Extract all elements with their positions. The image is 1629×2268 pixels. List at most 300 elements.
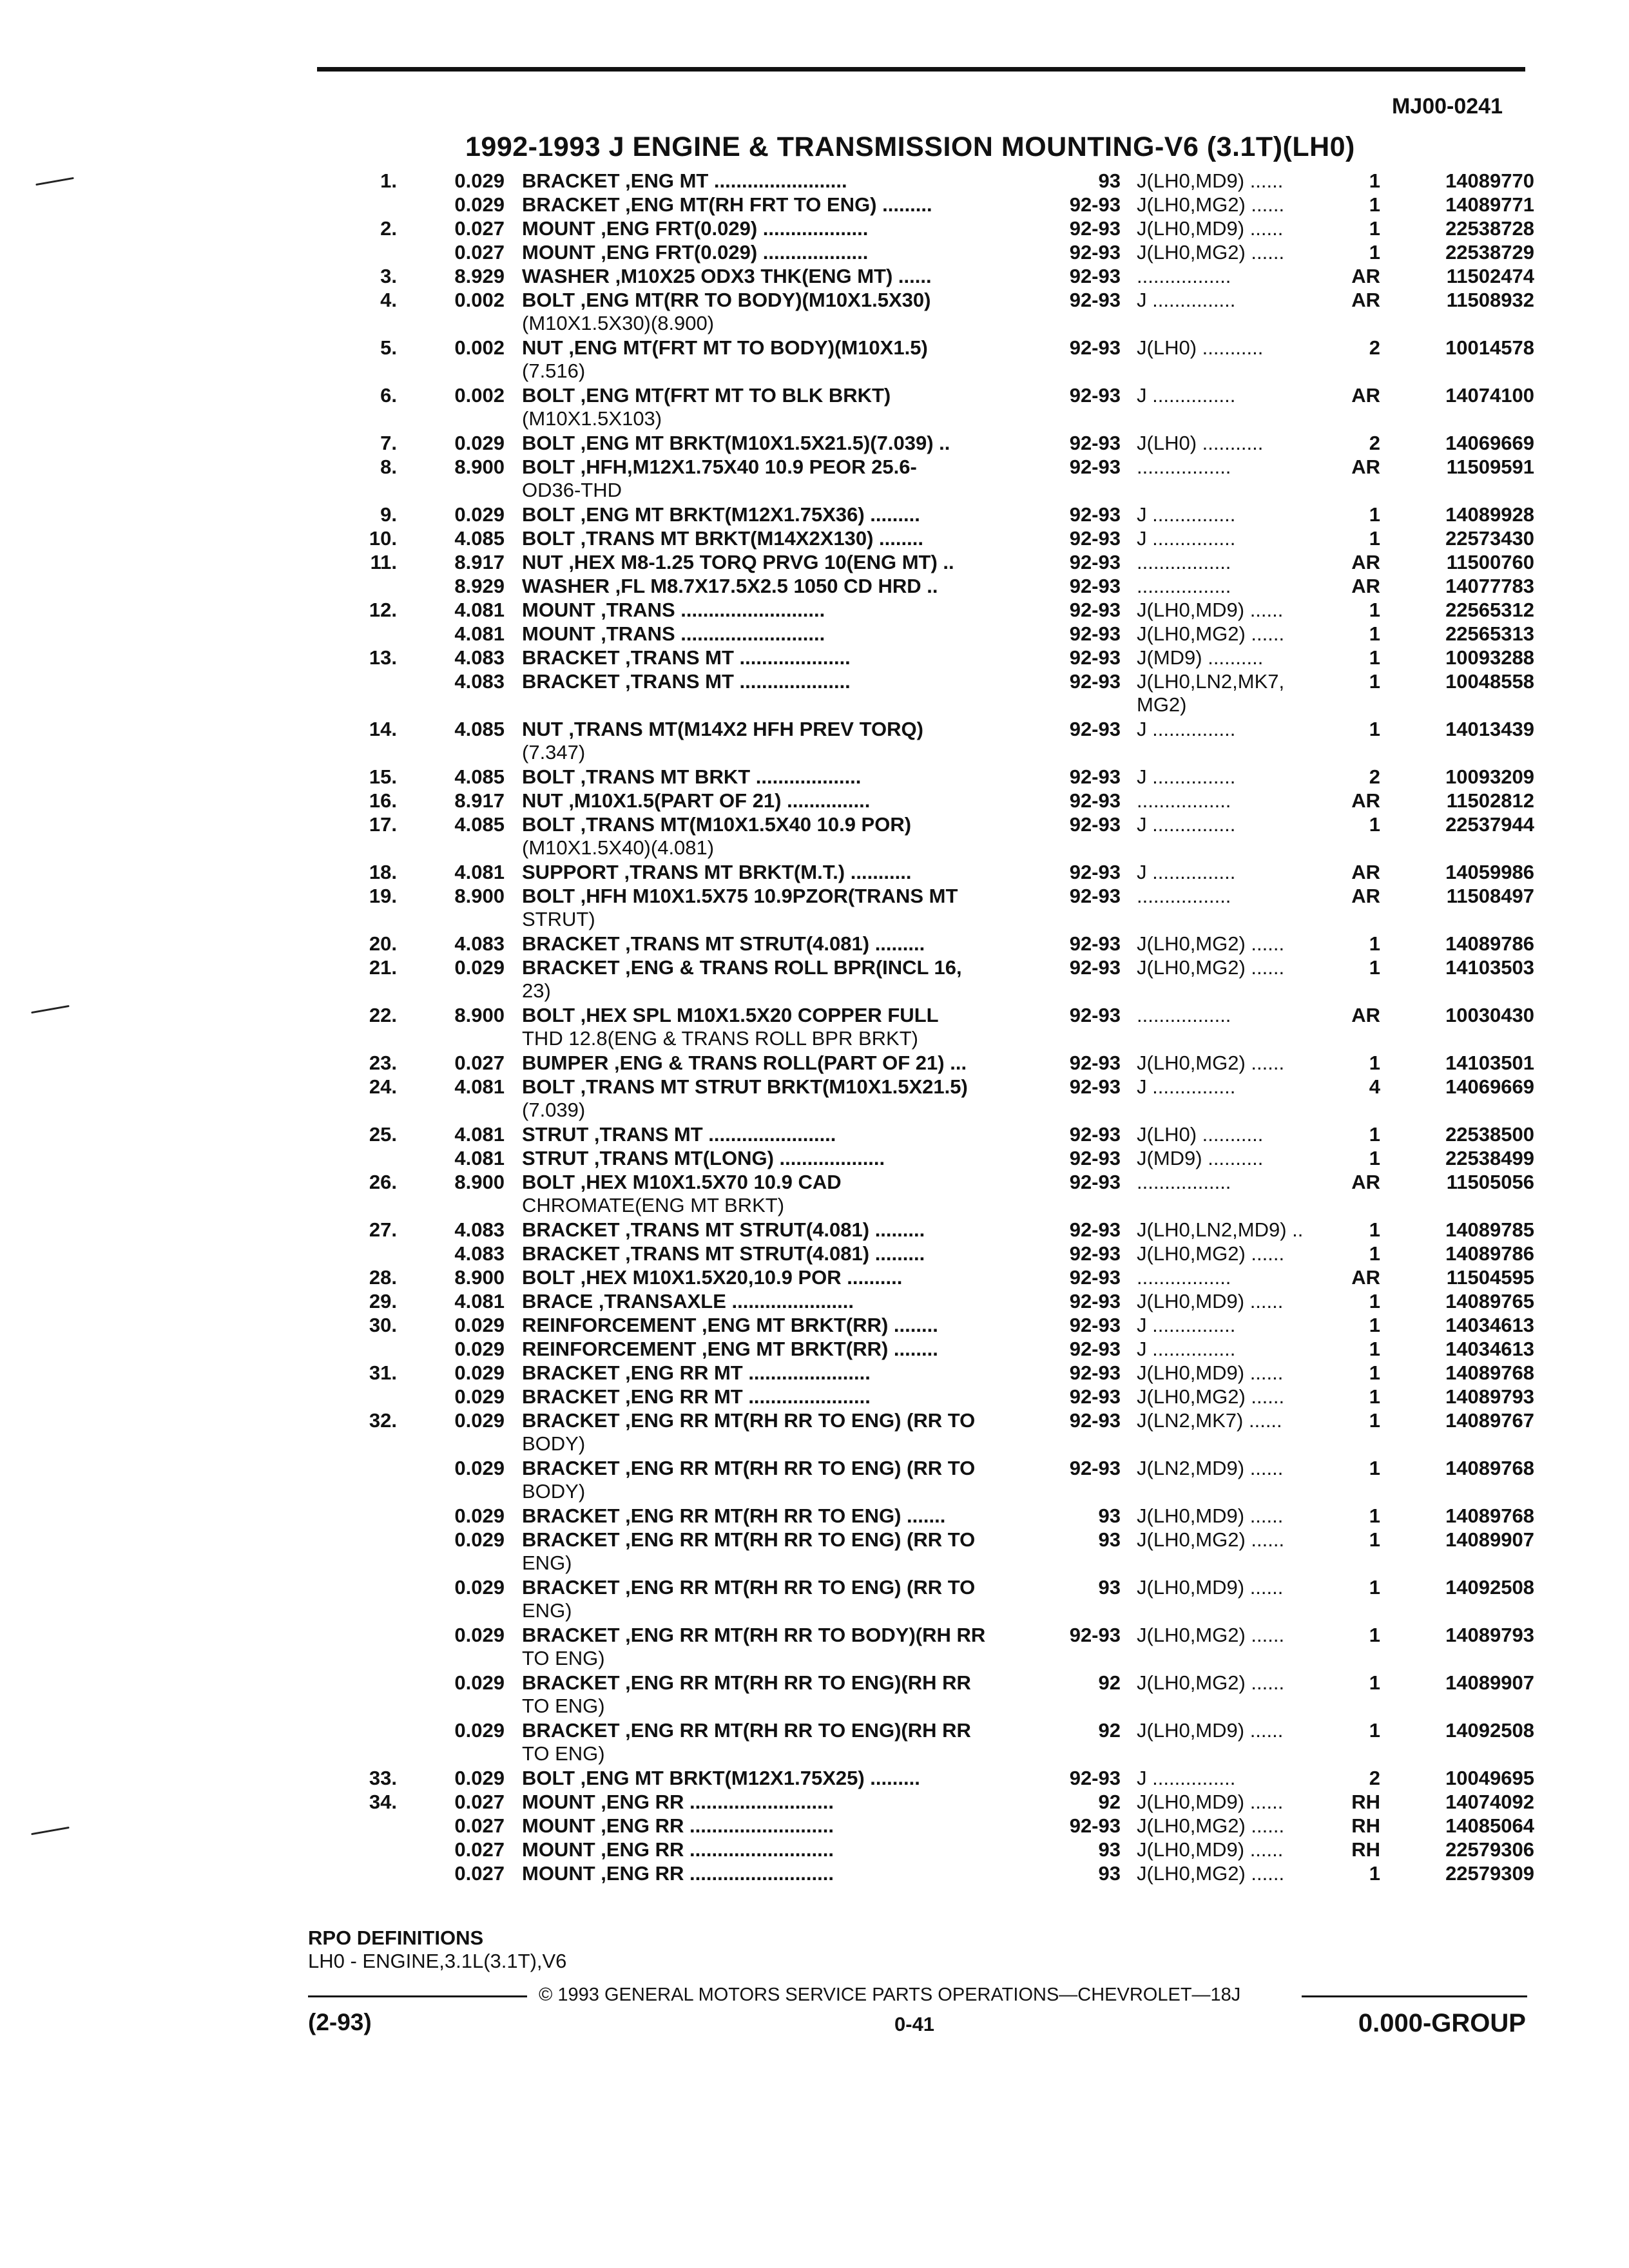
item-number: 11.: [370, 551, 397, 573]
page-title: 1992-1993 J ENGINE & TRANSMISSION MOUNTING-V6 (3.1T)(LH0): [465, 131, 1355, 162]
description-continuation: (M10X1.5X103): [522, 407, 662, 430]
group-number: 0.002: [454, 336, 505, 359]
application: [1137, 1838, 1283, 1861]
quantity: AR: [1351, 456, 1380, 478]
table-row: [0, 622, 1629, 646]
application-line: .................: [1137, 265, 1231, 287]
application-line: J ...............: [1137, 1075, 1236, 1098]
application: [1137, 1075, 1235, 1099]
quantity: 1: [1369, 1123, 1380, 1146]
description-line: BRACKET ,TRANS MT ....................: [522, 670, 851, 693]
part-number: 14103503: [1445, 956, 1534, 979]
quantity: 2: [1369, 432, 1380, 454]
group-number: 0.002: [454, 384, 505, 407]
application: [1137, 1147, 1263, 1170]
table-row: [0, 932, 1629, 956]
part-number: 14089793: [1445, 1385, 1534, 1408]
part-description: [522, 1504, 945, 1528]
quantity: 1: [1369, 1218, 1380, 1241]
application: [1137, 1290, 1283, 1313]
model-year: 92-93: [1069, 1814, 1121, 1837]
table-row: [0, 1218, 1629, 1242]
table-row: [0, 813, 1629, 861]
application: [1137, 551, 1231, 574]
model-year: 92-93: [1069, 432, 1121, 454]
item-number: 8.: [380, 456, 397, 478]
table-row: [0, 1791, 1629, 1814]
quantity: 1: [1369, 956, 1380, 979]
application-line: J(LH0,MG2) ......: [1137, 1671, 1285, 1694]
group-number: 0.029: [454, 1409, 505, 1432]
footer-rule-left: [308, 1995, 527, 1997]
part-number: 14034613: [1445, 1338, 1534, 1360]
model-year: 92-93: [1069, 861, 1121, 883]
application: [1137, 1862, 1284, 1885]
part-number: 11508932: [1446, 289, 1534, 311]
item-number: 28.: [369, 1266, 397, 1289]
group-number: 0.029: [454, 432, 505, 454]
group-number: 0.027: [454, 1814, 505, 1837]
quantity: RH: [1351, 1791, 1380, 1813]
quantity: 1: [1369, 1290, 1380, 1312]
description-continuation: BODY): [522, 1480, 586, 1503]
model-year: 92-93: [1069, 956, 1121, 979]
model-year: 92-93: [1069, 1361, 1121, 1384]
part-number: 22537944: [1445, 813, 1534, 836]
description-line: BOLT ,HEX M10X1.5X20,10.9 POR ..........: [522, 1266, 903, 1289]
application-line: J ...............: [1137, 1338, 1236, 1360]
item-number: 31.: [369, 1361, 397, 1384]
application: [1137, 193, 1284, 216]
application: [1137, 1814, 1284, 1838]
application-line: .................: [1137, 575, 1231, 597]
part-number: 11500760: [1446, 551, 1534, 573]
table-row: [0, 1147, 1629, 1171]
group-number: 4.081: [454, 1123, 505, 1146]
part-description: [522, 861, 912, 884]
part-number: 14034613: [1445, 1314, 1534, 1336]
quantity: 1: [1369, 1624, 1380, 1646]
quantity: AR: [1351, 789, 1380, 812]
application: [1137, 1791, 1283, 1814]
table-row: [0, 384, 1629, 432]
application-line: J(LH0,MG2) ......: [1137, 1528, 1285, 1551]
application-line: J(MD9) ..........: [1137, 1147, 1264, 1169]
part-number: 10014578: [1445, 336, 1534, 359]
application: [1137, 718, 1235, 741]
application: [1137, 932, 1284, 956]
group-number: 0.029: [454, 1314, 505, 1336]
item-number: 26.: [369, 1171, 397, 1193]
part-description: [522, 289, 930, 335]
application: [1137, 1123, 1263, 1146]
table-row: [0, 1004, 1629, 1052]
part-number: 11508497: [1446, 885, 1534, 907]
description-line: BOLT ,ENG MT(FRT MT TO BLK BRKT): [522, 384, 891, 407]
part-number: 22538728: [1445, 217, 1534, 240]
application: [1137, 670, 1284, 716]
model-year: 92-93: [1069, 670, 1121, 693]
application-line: J(LH0,MG2) ......: [1137, 1862, 1285, 1885]
application: [1137, 575, 1231, 598]
description-continuation: ENG): [522, 1599, 572, 1622]
description-line: BRACKET ,ENG RR MT(RH RR TO ENG)(RH RR: [522, 1671, 971, 1694]
table-row: [0, 551, 1629, 575]
part-number: 22538729: [1445, 241, 1534, 264]
group-number: 8.900: [454, 456, 505, 478]
group-number: 0.000-GROUP: [1358, 2009, 1526, 2037]
quantity: AR: [1351, 384, 1380, 407]
group-number: 0.029: [454, 1361, 505, 1384]
quantity: 1: [1369, 193, 1380, 216]
application: [1137, 1242, 1284, 1265]
part-description: [522, 169, 847, 193]
application-line: .................: [1137, 1266, 1231, 1289]
application: [1137, 336, 1263, 360]
description-continuation: (7.039): [522, 1099, 586, 1121]
table-row: [0, 1862, 1629, 1886]
model-year: 92-93: [1069, 1457, 1121, 1479]
application-line: J(LH0,MD9) ......: [1137, 1719, 1284, 1742]
description-line: MOUNT ,ENG RR ..........................: [522, 1838, 834, 1861]
part-description: [522, 1385, 871, 1408]
rpo-definition-line: LH0 - ENGINE,3.1L(3.1T),V6: [308, 1950, 567, 1972]
part-number: 14089793: [1445, 1624, 1534, 1646]
application: [1137, 289, 1235, 312]
description-line: SUPPORT ,TRANS MT BRKT(M.T.) ...........: [522, 861, 912, 883]
item-number: 1.: [380, 169, 397, 192]
description-line: STRUT ,TRANS MT(LONG) ...................: [522, 1147, 885, 1169]
quantity: AR: [1351, 551, 1380, 573]
model-year: 92-93: [1069, 885, 1121, 907]
model-year: 92-93: [1069, 551, 1121, 573]
table-row: [0, 193, 1629, 217]
application: [1137, 765, 1235, 789]
application-line: J ...............: [1137, 813, 1236, 836]
description-line: NUT ,HEX M8-1.25 TORQ PRVG 10(ENG MT) ..: [522, 551, 954, 573]
part-description: [522, 765, 861, 789]
table-row: [0, 718, 1629, 765]
item-number: 34.: [369, 1791, 397, 1813]
quantity: 1: [1369, 1504, 1380, 1527]
description-line: BRACKET ,ENG RR MT(RH RR TO BODY)(RH RR: [522, 1624, 986, 1646]
group-number: 8.929: [454, 575, 505, 597]
item-number: 21.: [369, 956, 397, 979]
application: [1137, 1385, 1284, 1408]
table-row: [0, 1838, 1629, 1862]
model-year: 93: [1098, 1528, 1121, 1551]
application: [1137, 241, 1284, 264]
part-description: [522, 1791, 834, 1814]
part-number: 14074092: [1445, 1791, 1534, 1813]
quantity: 1: [1369, 1052, 1380, 1074]
application-line: J(LH0,LN2,MK7,: [1137, 670, 1285, 693]
part-number: 22579309: [1445, 1862, 1534, 1885]
part-number: 22538500: [1445, 1123, 1534, 1146]
application-line: .................: [1137, 1171, 1231, 1193]
application-line: .................: [1137, 789, 1231, 812]
quantity: 1: [1369, 599, 1380, 621]
application: [1137, 1004, 1231, 1027]
part-number: 14089770: [1445, 169, 1534, 192]
table-row: [0, 1576, 1629, 1624]
part-description: [522, 1314, 938, 1337]
part-description: [522, 1862, 834, 1885]
description-line: BRACE ,TRANSAXLE ......................: [522, 1290, 854, 1312]
application: [1137, 1671, 1284, 1695]
quantity: AR: [1351, 289, 1380, 311]
description-line: BRACKET ,ENG RR MT ......................: [522, 1385, 871, 1408]
part-number: 14089907: [1445, 1528, 1534, 1551]
table-row: [0, 789, 1629, 813]
group-number: 0.027: [454, 1052, 505, 1074]
application-line: J(LH0) ...........: [1137, 432, 1264, 454]
table-row: [0, 1242, 1629, 1266]
model-year: 93: [1098, 1838, 1121, 1861]
group-number: 0.029: [454, 1385, 505, 1408]
application: [1137, 885, 1231, 908]
description-continuation: (7.347): [522, 741, 586, 764]
quantity: 1: [1369, 169, 1380, 192]
application: [1137, 1576, 1283, 1599]
part-number: 22579306: [1445, 1838, 1534, 1861]
group-number: 4.083: [454, 646, 505, 669]
application-line: J ...............: [1137, 765, 1236, 788]
part-description: [522, 670, 851, 693]
description-line: BUMPER ,ENG & TRANS ROLL(PART OF 21) ...: [522, 1052, 967, 1074]
part-description: [522, 527, 923, 550]
application-line: J(LN2,MD9) ......: [1137, 1457, 1284, 1479]
application-line: J(LH0,MG2) ......: [1137, 1385, 1285, 1408]
table-row: [0, 1314, 1629, 1338]
part-number: 14089786: [1445, 1242, 1534, 1265]
group-number: 0.027: [454, 217, 505, 240]
group-number: 0.029: [454, 1576, 505, 1599]
part-number: 14089785: [1445, 1218, 1534, 1241]
model-year: 93: [1098, 169, 1121, 192]
description-line: NUT ,TRANS MT(M14X2 HFH PREV TORQ): [522, 718, 923, 740]
description-line: MOUNT ,ENG FRT(0.029) ...................: [522, 217, 869, 240]
quantity: AR: [1351, 1004, 1380, 1026]
group-number: 0.029: [454, 1457, 505, 1479]
table-row: [0, 336, 1629, 384]
application: [1137, 1457, 1283, 1480]
application-line: J ...............: [1137, 861, 1236, 883]
part-number: 10030430: [1445, 1004, 1534, 1026]
table-row: [0, 646, 1629, 670]
part-description: [522, 789, 870, 812]
part-description: [522, 1242, 925, 1265]
application: [1137, 432, 1263, 455]
group-number: 4.083: [454, 670, 505, 693]
description-line: BRACKET ,ENG RR MT ......................: [522, 1361, 871, 1384]
quantity: 1: [1369, 1338, 1380, 1360]
table-row: [0, 1624, 1629, 1671]
application-line: J(LH0,MG2) ......: [1137, 956, 1285, 979]
application-line: J ...............: [1137, 384, 1236, 407]
group-number: 8.900: [454, 885, 505, 907]
part-description: [522, 1266, 902, 1289]
group-number: 4.085: [454, 718, 505, 740]
application: [1137, 622, 1284, 646]
item-number: 13.: [369, 646, 397, 669]
item-number: 6.: [380, 384, 397, 407]
part-description: [522, 241, 868, 264]
description-line: BRACKET ,ENG RR MT(RH RR TO ENG) (RR TO: [522, 1409, 976, 1432]
part-number: 10093288: [1445, 646, 1534, 669]
table-row: [0, 1814, 1629, 1838]
description-line: MOUNT ,ENG RR ..........................: [522, 1814, 834, 1837]
model-year: 92-93: [1069, 622, 1121, 645]
group-number: 0.027: [454, 1862, 505, 1885]
quantity: 1: [1369, 503, 1380, 526]
model-year: 92: [1098, 1671, 1121, 1694]
quantity: AR: [1351, 575, 1380, 597]
application-line: J(LH0,MD9) ......: [1137, 1361, 1284, 1384]
group-number: 8.900: [454, 1004, 505, 1026]
part-number: 22538499: [1445, 1147, 1534, 1169]
application-line: J ...............: [1137, 289, 1236, 311]
quantity: 2: [1369, 765, 1380, 788]
part-description: [522, 885, 958, 931]
quantity: 1: [1369, 527, 1380, 550]
group-number: 0.029: [454, 169, 505, 192]
part-description: [522, 932, 925, 956]
part-description: [522, 193, 932, 216]
application-line: J ...............: [1137, 527, 1236, 550]
model-year: 92-93: [1069, 265, 1121, 287]
application-line: J(LH0,MD9) ......: [1137, 1838, 1284, 1861]
item-number: 18.: [369, 861, 397, 883]
rpo-definitions: [308, 1927, 566, 1973]
part-number: 14089768: [1445, 1504, 1534, 1527]
item-number: 5.: [380, 336, 397, 359]
part-number: 14089928: [1445, 503, 1534, 526]
description-line: BOLT ,ENG MT BRKT(M12X1.75X25) .........: [522, 1767, 920, 1789]
application: [1137, 384, 1235, 407]
table-row: [0, 1719, 1629, 1767]
item-number: 20.: [369, 932, 397, 955]
description-line: BRACKET ,ENG RR MT(RH RR TO ENG) (RR TO: [522, 1576, 976, 1599]
part-number: 11502474: [1446, 265, 1534, 287]
model-year: 92: [1098, 1719, 1121, 1742]
group-number: 4.083: [454, 1242, 505, 1265]
part-description: [522, 1171, 842, 1217]
description-continuation: ENG): [522, 1552, 572, 1574]
application-line: J(LH0,MD9) ......: [1137, 1791, 1284, 1813]
part-number: 14089771: [1445, 193, 1534, 216]
application-line: J(LH0,MD9) ......: [1137, 217, 1284, 240]
application: [1137, 599, 1283, 622]
part-description: [522, 1719, 971, 1765]
group-number: 8.929: [454, 265, 505, 287]
group-number: 4.085: [454, 527, 505, 550]
quantity: 1: [1369, 1147, 1380, 1169]
model-year: 92-93: [1069, 1409, 1121, 1432]
application-line: J(LH0,MG2) ......: [1137, 622, 1285, 645]
part-description: [522, 336, 928, 383]
application: [1137, 1338, 1235, 1361]
quantity: 1: [1369, 241, 1380, 264]
table-row: [0, 1361, 1629, 1385]
part-number: 22573430: [1445, 527, 1534, 550]
table-row: [0, 527, 1629, 551]
description-line: BOLT ,HFH,M12X1.75X40 10.9 PEOR 25.6-: [522, 456, 917, 478]
description-continuation: BODY): [522, 1432, 586, 1455]
part-number: 14059986: [1445, 861, 1534, 883]
table-row: [0, 1266, 1629, 1290]
quantity: 1: [1369, 1242, 1380, 1265]
table-row: [0, 456, 1629, 503]
part-description: [522, 1290, 854, 1313]
group-number: 4.081: [454, 622, 505, 645]
application: [1137, 646, 1263, 669]
part-description: [522, 217, 868, 240]
description-line: WASHER ,FL M8.7X17.5X2.5 1050 CD HRD ..: [522, 575, 938, 597]
application: [1137, 503, 1235, 526]
part-number: 14074100: [1445, 384, 1534, 407]
model-year: 92-93: [1069, 1147, 1121, 1169]
item-number: 32.: [369, 1409, 397, 1432]
group-number: 4.081: [454, 599, 505, 621]
application-line: J(LH0,MD9) ......: [1137, 1290, 1284, 1312]
application-line: J(LH0,MG2) ......: [1137, 241, 1285, 264]
model-year: 92-93: [1069, 384, 1121, 407]
table-row: [0, 432, 1629, 456]
quantity: AR: [1351, 265, 1380, 287]
application: [1137, 1504, 1283, 1528]
part-description: [522, 503, 920, 526]
description-line: BOLT ,HFH M10X1.5X75 10.9PZOR(TRANS MT: [522, 885, 958, 907]
application-line: J(LH0,MG2) ......: [1137, 1052, 1285, 1074]
description-line: MOUNT ,ENG RR ..........................: [522, 1791, 834, 1813]
item-number: 7.: [380, 432, 397, 454]
group-number: 0.029: [454, 956, 505, 979]
quantity: 1: [1369, 718, 1380, 740]
table-row: [0, 1528, 1629, 1576]
description-continuation: THD 12.8(ENG & TRANS ROLL BPR BRKT): [522, 1027, 918, 1050]
table-row: [0, 1767, 1629, 1791]
application-line: J ...............: [1137, 1314, 1236, 1336]
application: [1137, 1624, 1284, 1647]
footer-rule-right: [1302, 1995, 1527, 1997]
application-line: .................: [1137, 885, 1231, 907]
quantity: 1: [1369, 670, 1380, 693]
group-number: 0.002: [454, 289, 505, 311]
item-number: 23.: [369, 1052, 397, 1074]
quantity: 1: [1369, 217, 1380, 240]
application-line: J(LH0,MG2) ......: [1137, 1624, 1285, 1646]
description-continuation: STRUT): [522, 908, 595, 930]
part-description: [522, 575, 938, 598]
quantity: 1: [1369, 1576, 1380, 1599]
application: [1137, 1266, 1231, 1289]
part-number: 11509591: [1446, 456, 1534, 478]
description-line: BOLT ,TRANS MT BRKT(M14X2X130) ........: [522, 527, 923, 550]
quantity: 1: [1369, 1671, 1380, 1694]
application-line: J(LH0,MG2) ......: [1137, 932, 1285, 955]
part-description: [522, 265, 932, 288]
description-continuation: 23): [522, 979, 551, 1002]
part-description: [522, 1838, 834, 1861]
description-line: STRUT ,TRANS MT .......................: [522, 1123, 836, 1146]
model-year: 92-93: [1069, 789, 1121, 812]
application-line: J(MD9) ..........: [1137, 646, 1264, 669]
part-number: 11504595: [1446, 1266, 1534, 1289]
application-line: J(LH0) ...........: [1137, 336, 1264, 359]
group-number: 4.085: [454, 813, 505, 836]
part-number: 14103501: [1445, 1052, 1534, 1074]
